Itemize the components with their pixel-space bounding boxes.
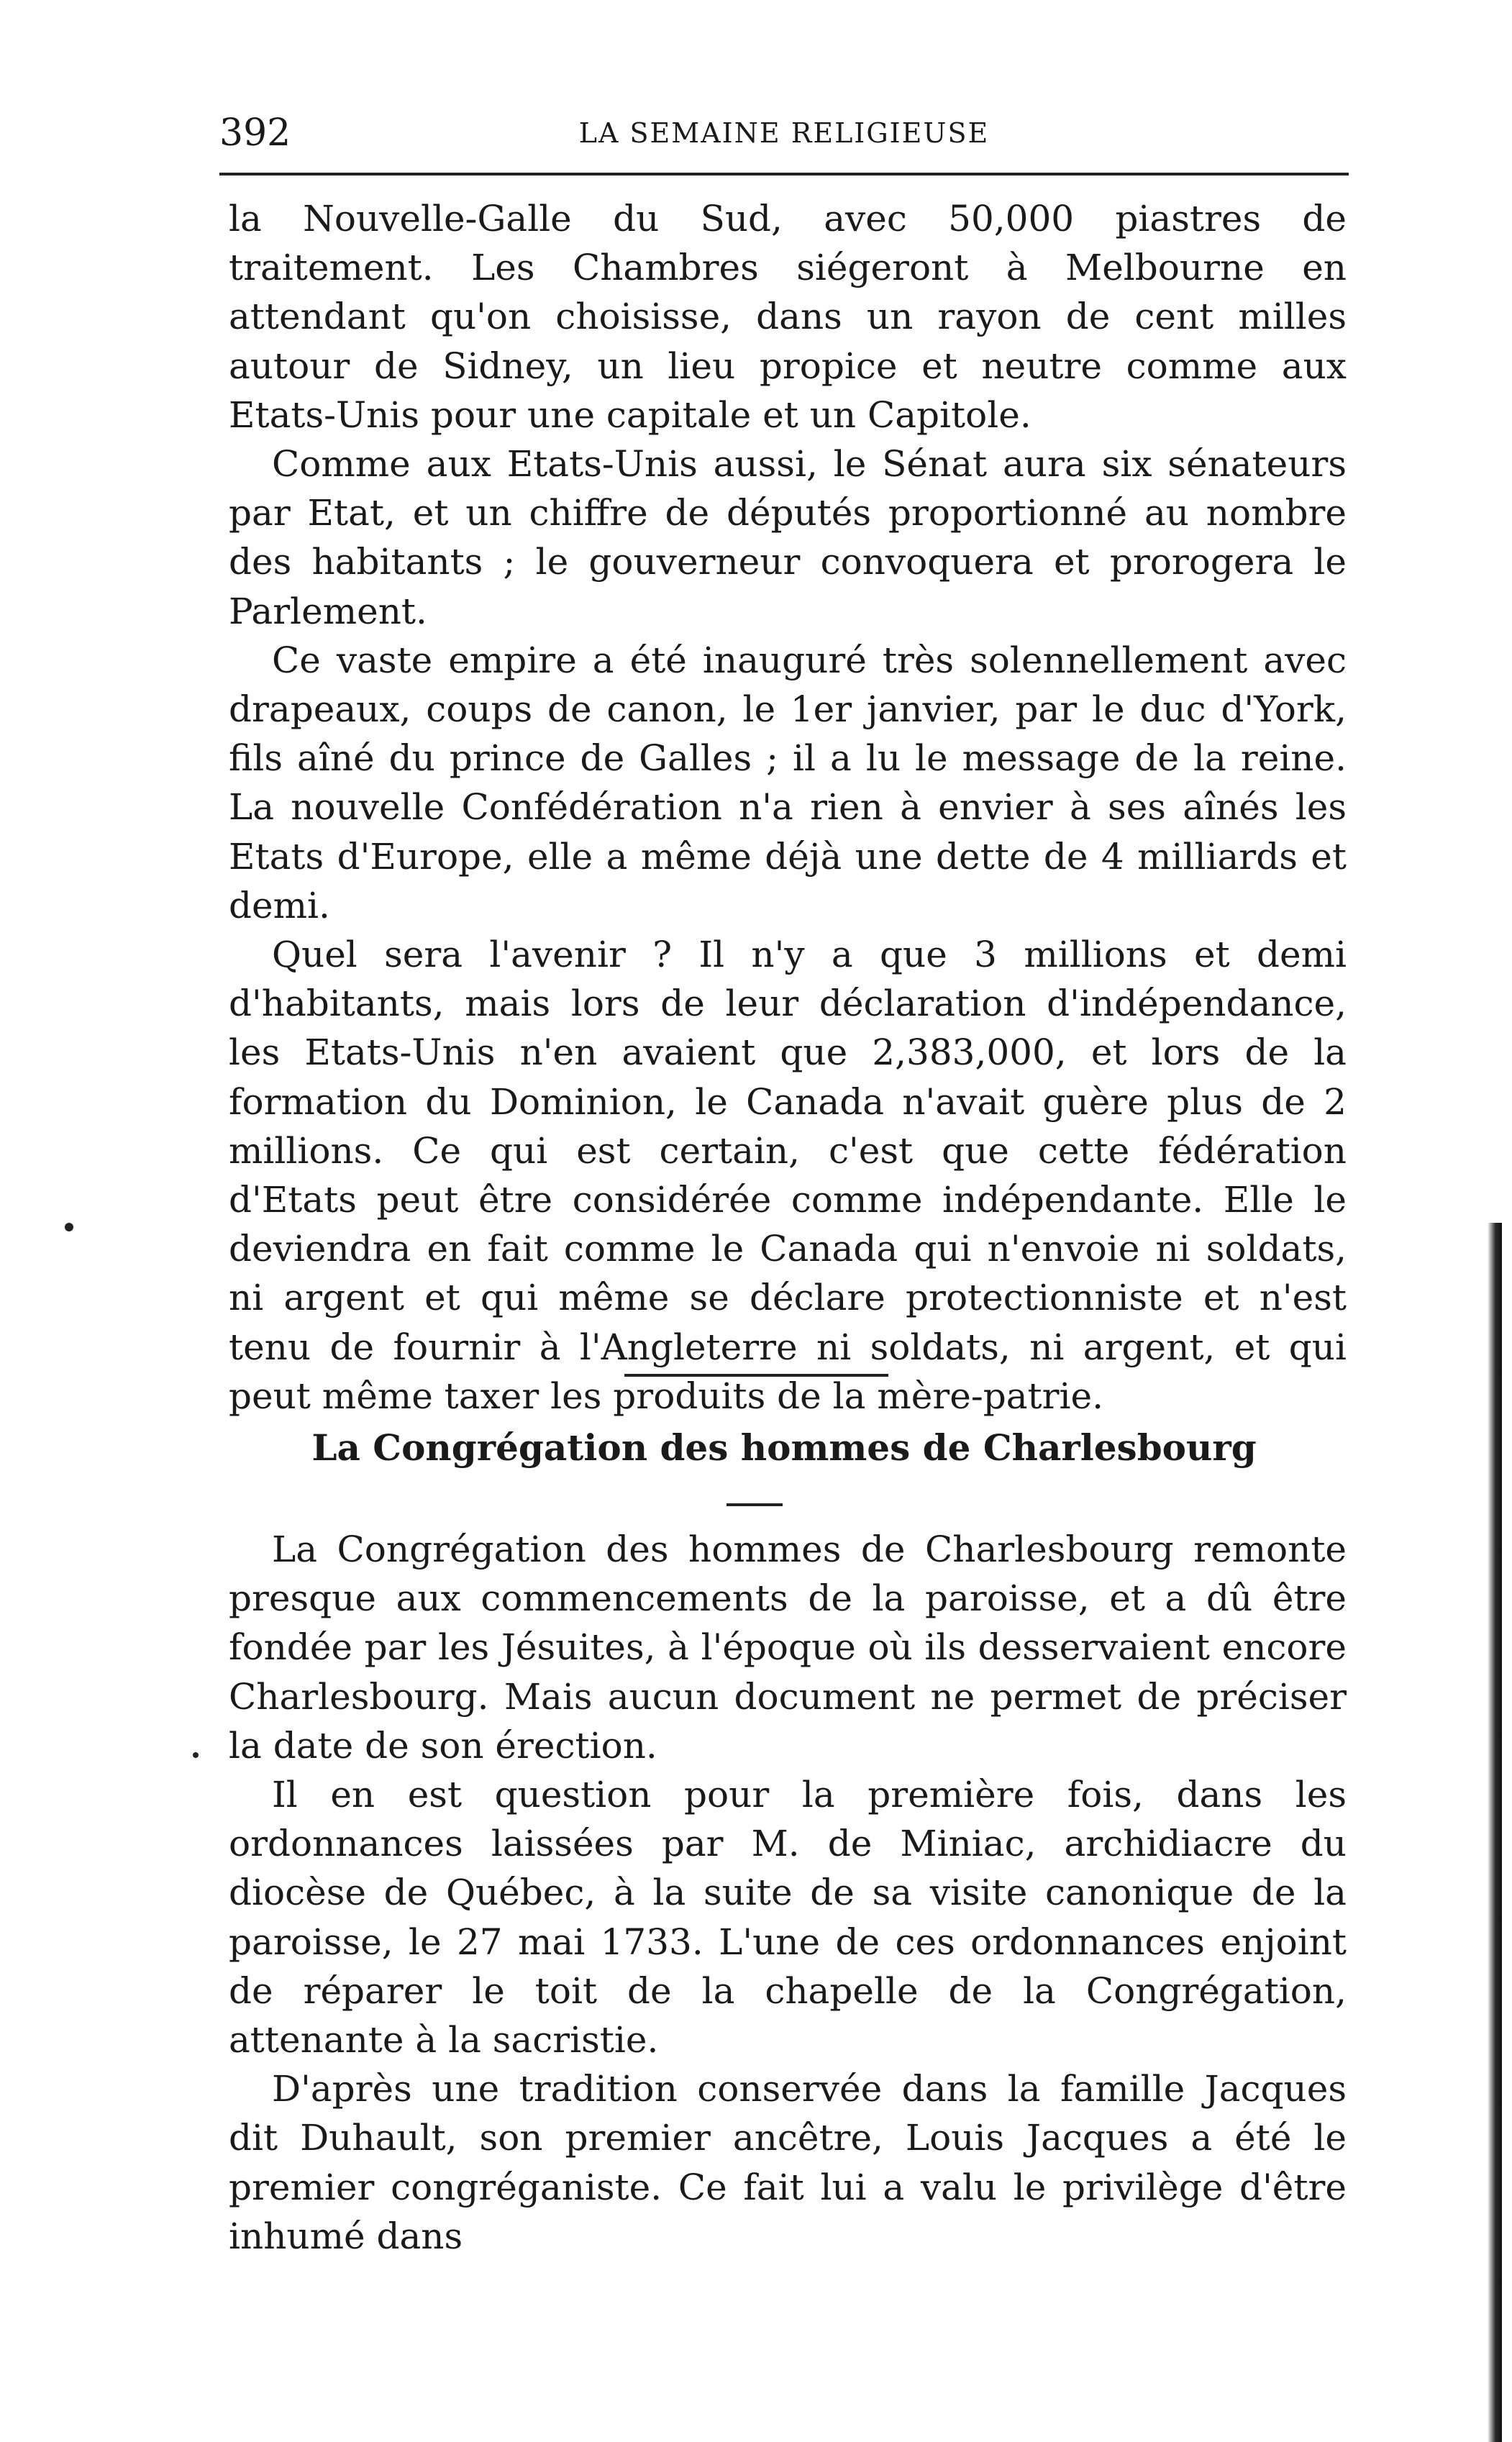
paragraph: D'après une tradition conservée dans la famille Jacques dit Duhault, son premier ancêtre, Louis Jacques a été le premier congréganiste. Ce fait lui a valu le privilège d'être inhumé dans [229, 2068, 1347, 2257]
page-header [219, 108, 1349, 158]
title-dash [727, 1503, 783, 1506]
section-divider [624, 1374, 888, 1377]
header-rule [219, 173, 1349, 176]
paragraph: La Congrégation des hommes de Charlesbourg remonte presque aux commencements de la paroisse, et a dû être fondée par les Jésuites, à l'époque où ils desservaient encore Charlesbourg. Mais aucun document ne permet de préciser la date de son érection. [229, 1528, 1347, 1767]
article-congregation-body [229, 1525, 1347, 2261]
paragraph: Comme aux Etats-Unis aussi, le Sénat aura six sénateurs par Etat, et un chiffre de députés proportionné au nombre des habitants ; le gouverneur convoquera et prorogera le Parlement. [229, 443, 1347, 632]
margin-speck [65, 1223, 73, 1231]
running-title: LA SEMAINE RELIGIEUSE [578, 117, 990, 149]
margin-speck [193, 1752, 199, 1758]
paragraph: Ce vaste empire a été inauguré très solennellement avec drapeaux, coups de canon, le 1er janvier, par le duc d'York, fils aîné du prince de Galles ; il a lu le message de la reine. La nouvelle Confédération n'a rien à envier à ses aînés les Etats d'Europe, elle a même déjà une dette de 4 milliards et demi. [229, 639, 1347, 926]
page-number: 392 [219, 111, 291, 155]
paragraph: Il en est question pour la première fois, dans les ordonnances laissées par M. de Miniac, archidiacre du diocèse de Québec, à la suite de sa visite canonique de la paroisse, le 27 mai 1733. L'une de ces ordonnances enjoint de réparer le toit de la chapelle de la Congrégation, attenante à la sacristie. [229, 1774, 1347, 2061]
paragraph: la Nouvelle-Galle du Sud, avec 50,000 piastres de traitement. Les Chambres siégeront à Melbourne en attendant qu'on choisisse, dans un rayon de cent milles autour de Sidney, un lieu propice et neutre comme aux Etats-Unis pour une capitale et un Capitole. [229, 198, 1347, 436]
page-edge-shadow [1488, 1223, 1502, 2442]
article-australia-body [229, 194, 1347, 1421]
paragraph: Quel sera l'avenir ? Il n'y a que 3 millions et demi d'habitants, mais lors de leur déclaration d'indépendance, les Etats-Unis n'en avaient que 2,383,000, et lors de la formation du Dominion, le Canada n'avait guère plus de 2 millions. Ce qui est certain, c'est que cette fédération d'Etats peut être considérée comme indépendante. Elle le deviendra en fait comme le Canada qui n'envoie ni soldats, ni argent et qui même se déclare protectionniste et n'est tenu de fournir à l'Angleterre ni soldats, ni argent, et qui peut même taxer les produits de la mère-patrie. [229, 934, 1347, 1417]
section-title: La Congrégation des hommes de Charlesbourg [311, 1426, 1257, 1469]
